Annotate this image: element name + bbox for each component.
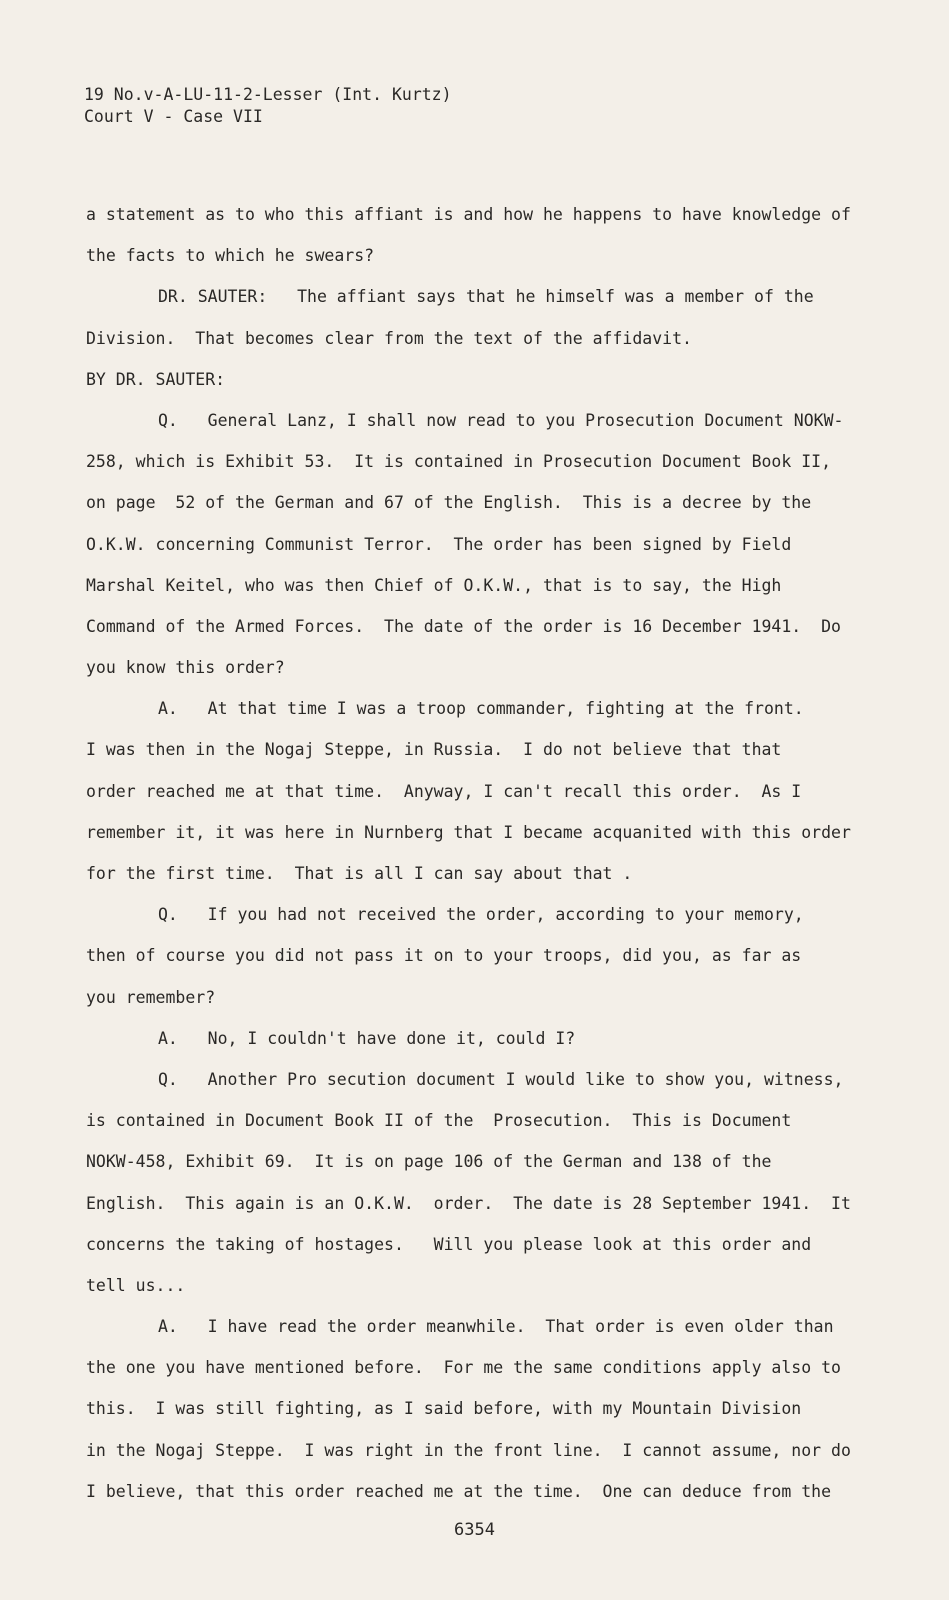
transcript-line: the facts to which he swears? [86, 246, 375, 266]
transcript-line: A. At that time I was a troop commander, fighting at the front. [158, 699, 804, 719]
transcript-line: Q. General Lanz, I shall now read to you Prosecution Document NOKW- [158, 410, 844, 430]
transcript-line: I was then in the Nogaj Steppe, in Russia. I do not believe that that [86, 740, 782, 760]
transcript-line: Q. Another Pro secution document I would like to show you, witness, [158, 1069, 844, 1089]
transcript-line: Marshal Keitel, who was then Chief of O.K.W., that is to say, the High [86, 575, 782, 595]
transcript-line: Q. If you had not received the order, according to your memory, [158, 905, 804, 925]
transcript-line: tell us... [86, 1275, 186, 1295]
transcript-line: English. This again is an O.K.W. order. The date is 28 September 1941. It [86, 1193, 851, 1213]
transcript-line: NOKW-458, Exhibit 69. It is on page 106 of the German and 138 of the [86, 1152, 772, 1172]
transcript-line: the one you have mentioned before. For me the same conditions apply also to [86, 1358, 841, 1378]
transcript-line: for the first time. That is all I can say about that . [86, 864, 633, 883]
transcript-line: then of course you did not pass it on to your troops, did you, as far as [86, 946, 802, 966]
transcript-line: you know this order? [86, 658, 285, 678]
transcript-line: DR. SAUTER: The affiant says that he himself was a member of the [158, 287, 814, 307]
transcript-line: Command of the Armed Forces. The date of the order is 16 December 1941. Do [86, 616, 841, 636]
transcript-line: Division. That becomes clear from the text of the affidavit. [86, 328, 692, 348]
transcript-line: A. No, I couldn't have done it, could I? [158, 1028, 576, 1048]
document-header [84, 84, 452, 128]
transcript-line: O.K.W. concerning Communist Terror. The order has been signed by Field [86, 534, 792, 554]
header-case-reference: 19 No.v-A-LU-11-2-Lesser (Int. Kurtz) [84, 85, 452, 104]
transcript-line: on page 52 of the German and 67 of the English. This is a decree by the [86, 493, 812, 513]
transcript-line: order reached me at that time. Anyway, I can't recall this order. As I [86, 781, 802, 801]
transcript-line: is contained in Document Book II of the Prosecution. This is Document [86, 1111, 792, 1131]
transcript-line: remember it, it was here in Nurnberg that I became acquanited with this order [86, 822, 851, 842]
page-number: 6354 [454, 1520, 495, 1540]
transcript-line: A. I have read the order meanwhile. That order is even older than [158, 1317, 834, 1337]
transcript-body [86, 204, 886, 1522]
transcript-line: this. I was still fighting, as I said before, with my Mountain Division [86, 1399, 802, 1419]
transcript-line: BY DR. SAUTER: [86, 369, 226, 389]
transcript-line: you remember? [86, 987, 216, 1007]
transcript-line: a statement as to who this affiant is and how he happens to have knowledge of [86, 205, 851, 224]
header-court-case: Court V - Case VII [84, 107, 263, 126]
transcript-line: 258, which is Exhibit 53. It is contained in Prosecution Document Book II, [86, 452, 832, 472]
transcript-line: concerns the taking of hostages. Will you please look at this order and [86, 1234, 812, 1254]
transcript-line: in the Nogaj Steppe. I was right in the front line. I cannot assume, nor do [86, 1440, 851, 1460]
transcript-line: I believe, that this order reached me at the time. One can deduce from the [86, 1481, 832, 1501]
